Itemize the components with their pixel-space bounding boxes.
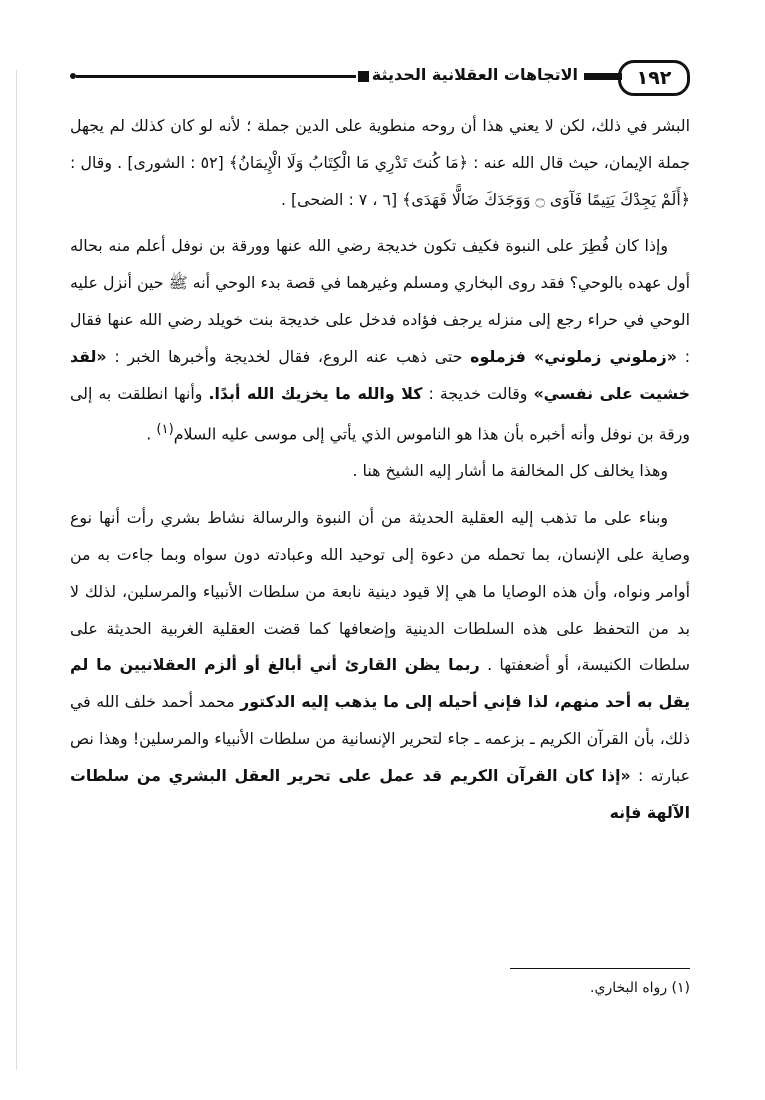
quote-zammiluni-follow: حتى ذهب عنه الروع، فقال لخديجة وأخبرها الخبر : (114, 346, 463, 366)
main-text (70, 108, 690, 831)
paragraph-4-end: الكريم ـ بزعمه ـ جاء لتحرير الإنسانية من سلطات الأنبياء والمرسلين! وهذا نص عبارته : (70, 729, 690, 785)
paragraph-2-text: وإذا كان فُطِرَ على النبوة فكيف تكون خديجة رضي الله عنها وورقة بن نوفل أعلم منه بحاله أول عهده بالوحي؟ فقد روى البخاري ومسلم وغيرهما في قصة بدء الوحي أنه ﷺ حين أنزل عليه الوحي في حراء رجع إلى منزله يرجف فؤاده فدخل على خديجة بنت خويلد رضي الله عنها فقال : (70, 236, 691, 366)
paragraph-3: وهذا يخالف كل المخالفة ما أشار إليه الشيخ هنا . (352, 461, 668, 481)
footnote: (١) رواه البخاري. (590, 980, 690, 996)
quote-rubbama: ربما يظن القارئ أني أبالغ أو ألزم العقلانيين ما لم يقل به أحد منهم، لذا فإني أحيله إلى ما يذهب إليه الدكتور (70, 655, 690, 712)
header-rule-left (76, 75, 356, 78)
paragraph-4-text: وبناء على ما تذهب إليه العقلية الحديثة من أن النبوة والرسالة نشاط بشري رأت أنها نوع وصاية على الإنسان، بما تحمله من دعوة إلى توحيد الله وعبادته دون سواه وبما جاءت به من أوامر ونواه، وأن هذه الوصايا ما هي إلا قيود دينية نابعة من سلطات الأنبياء والمرسلين، لذلك لا بد من التحفظ على هذه السلطات الدينية وإضعافها كما قضت العقلية الغربية الحديثة على سلطات الكنيسة، أو أضعفتها . (70, 508, 690, 675)
header-rule-right (584, 73, 622, 80)
page-margin-line (16, 70, 17, 1070)
paragraph-4 (70, 500, 690, 831)
author-reference: محمد أحمد خلف الله في ذلك، بأن القرآن (70, 692, 691, 749)
paragraph-2 (70, 228, 690, 453)
sentence-end-dot: . (146, 424, 152, 444)
paragraph-1: البشر في ذلك، لكن لا يعني هذا أن روحه منطوية على الدين جملة ؛ لأنه لو كان كذلك لم يجهل جملة الإيمان، حيث قال الله عنه : ﴿مَا كُنتَ تَدْرِي مَا الْكِتَابُ وَلَا الْإِيمَانُ﴾ [٥٢ : الشورى] . وقال : ﴿أَلَمْ يَجِدْكَ يَتِيمًا فَآوَى ۝ وَوَجَدَكَ ضَالًّا فَهَدَى﴾ [٦ ، ٧ : الضحى] . (70, 116, 690, 209)
quote-final: «إذا كان القرآن الكريم قد عمل على تحرير العقل البشري من سلطات الآلهة فإنه (70, 765, 690, 822)
document-page (70, 58, 691, 996)
paragraph-2-khadija: وقالت خديجة : (428, 383, 528, 403)
header-title: الاتجاهات العقلانية الحديثة (371, 65, 578, 84)
footnote-separator (510, 968, 690, 969)
quote-kalla-follow: وأنها انطلقت به إلى ورقة بن نوفل وأنه أخبره بأن هذا هو الناموس الذي يأتي إلى موسى عليه السلام (70, 383, 690, 444)
quote-khashitu: «لقد خشيت على نفسي» (70, 346, 690, 403)
footnote-reference: (١) (156, 422, 174, 438)
quote-kalla: كلا والله ما يخزيك الله أبدًا. (208, 383, 423, 403)
header-dot-ornament (70, 73, 76, 79)
quote-zammiluni: «زملوني زملوني» فزملوه (470, 346, 677, 366)
page-number: ١٩٢ (618, 60, 690, 96)
header-square-ornament (358, 71, 369, 82)
running-header (70, 58, 690, 98)
